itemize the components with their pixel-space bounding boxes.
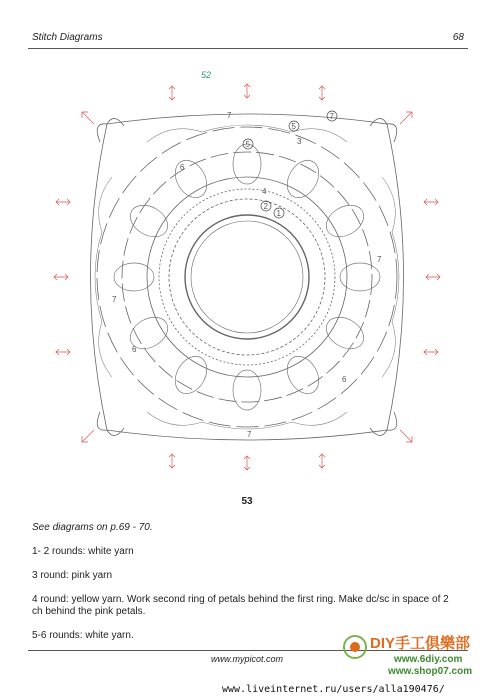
- petal: [233, 144, 261, 184]
- label-three: 3: [297, 137, 302, 146]
- petal: [233, 370, 261, 410]
- arrow: [426, 274, 440, 280]
- scallop: [202, 422, 292, 429]
- label-seven-b: 7: [112, 295, 117, 304]
- arrow: [54, 274, 68, 280]
- scallop: [292, 412, 347, 425]
- arrow: [56, 349, 70, 355]
- arrow: [244, 84, 250, 98]
- marker-five: 5: [291, 122, 296, 131]
- arrow: [82, 112, 94, 124]
- watermark: [340, 630, 490, 678]
- arrow: [56, 199, 70, 205]
- scallop: [147, 412, 202, 425]
- label-six-c: 6: [132, 345, 137, 354]
- arrow: [424, 199, 438, 205]
- petals: [114, 144, 380, 410]
- source-url: www.liveinternet.ru/users/alla190476/: [222, 684, 445, 695]
- arrow: [400, 112, 412, 124]
- petal: [340, 263, 380, 291]
- figure-number: 53: [241, 496, 253, 507]
- scallop: [99, 322, 112, 377]
- diagram-label: 52: [201, 70, 212, 80]
- label-seven-c: 7: [377, 255, 382, 264]
- see-diagrams-note: See diagrams on p.69 - 70.: [32, 522, 153, 533]
- petal-ring-inner: [147, 177, 347, 377]
- stitch-diagram: [52, 82, 442, 472]
- header-title: Stitch Diagrams: [32, 32, 103, 43]
- page-header: [28, 32, 468, 49]
- label-seven-a: 7: [227, 111, 232, 120]
- petal-ring-mid: [122, 152, 372, 402]
- petal: [321, 311, 370, 355]
- arrow: [169, 454, 175, 468]
- scallop: [202, 125, 292, 132]
- petal: [321, 199, 370, 243]
- petal: [125, 199, 174, 243]
- marker-two: 2: [263, 202, 268, 211]
- rounds-5-6: 5-6 rounds: white yarn.: [32, 630, 134, 641]
- marker-seven: 7: [329, 112, 334, 121]
- watermark-line1: www.6diy.com: [394, 654, 463, 665]
- petal: [281, 351, 325, 400]
- label-six: 6: [180, 163, 185, 172]
- petal-ring-outer: [97, 127, 397, 427]
- watermark-brand: DIY手工俱樂部: [370, 635, 471, 652]
- flower-icon: [342, 634, 368, 660]
- scallop: [99, 177, 112, 232]
- arrow: [319, 86, 325, 100]
- scallop: [392, 232, 399, 322]
- scallop: [147, 129, 202, 142]
- arrow: [82, 430, 94, 442]
- arrow: [244, 456, 250, 470]
- footer-site: www.mypicot.com: [210, 654, 283, 664]
- arrow: [424, 349, 438, 355]
- scallop: [382, 177, 395, 232]
- arrow: [169, 86, 175, 100]
- label-seven-d: 7: [247, 430, 252, 439]
- marker-five-b: 5: [245, 140, 250, 149]
- petal: [169, 351, 213, 400]
- scallop: [95, 232, 102, 322]
- round-3: 3 round: pink yarn: [32, 570, 113, 581]
- center-ring: [185, 215, 309, 339]
- label-six-b: 6: [342, 375, 347, 384]
- round-1: [169, 199, 325, 355]
- rounds-1-2: 1- 2 rounds: white yarn: [32, 546, 134, 557]
- label-four: 4: [262, 187, 267, 196]
- petal: [281, 155, 325, 204]
- round-4: 4 round: yellow yarn. Work second ring of petals behind the first ring. Make dc/sc in space of 2 ch behind the pink petals.: [32, 594, 449, 617]
- center-ring-inner: [191, 221, 303, 333]
- page-number: 68: [452, 32, 464, 43]
- arrow: [319, 454, 325, 468]
- outer-border: [91, 114, 404, 440]
- marker-one: 1: [276, 209, 281, 218]
- arrow: [400, 430, 412, 442]
- scallop: [382, 322, 395, 377]
- outer-scallops: [95, 125, 399, 429]
- watermark-line2: www.shop07.com: [388, 666, 473, 677]
- petal: [114, 263, 154, 291]
- petal: [169, 155, 213, 204]
